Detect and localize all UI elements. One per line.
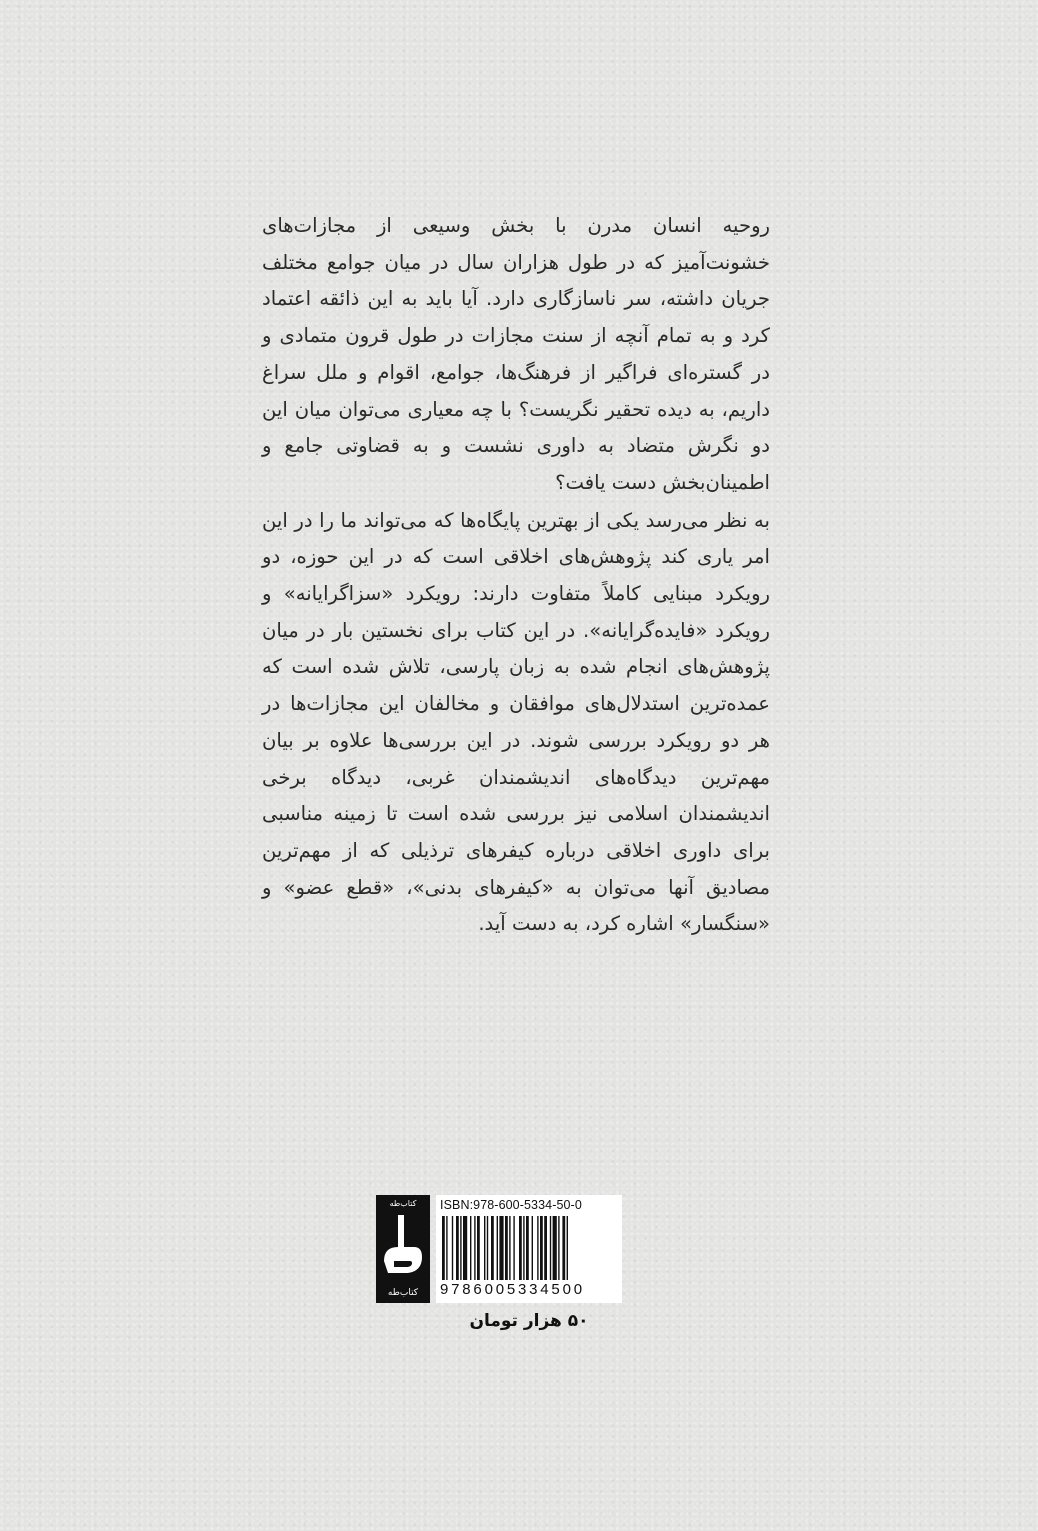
barcode-bar [460, 1216, 461, 1280]
barcode-bar [509, 1216, 510, 1280]
barcode-bars [440, 1216, 618, 1280]
barcode-bar [553, 1216, 557, 1280]
barcode-bar [456, 1216, 459, 1280]
barcode-bar [532, 1216, 533, 1280]
publisher-name-top: کتاب‌طه [389, 1199, 417, 1208]
barcode-bar [562, 1216, 565, 1280]
barcode-bar [505, 1216, 508, 1280]
blurb-text [262, 208, 770, 943]
isbn-barcode [436, 1195, 622, 1303]
barcode-bar [513, 1216, 514, 1280]
barcode-bar [523, 1216, 524, 1280]
barcode-bar [484, 1216, 485, 1280]
price-label: ۵۰ هزار تومان [469, 1311, 589, 1331]
barcode-bar [537, 1216, 538, 1280]
barcode-bar [497, 1216, 498, 1280]
barcode-digits: 9786005334500 [440, 1281, 585, 1298]
barcode-bar [526, 1216, 529, 1280]
barcode-bar [487, 1216, 488, 1280]
blurb-paragraph-2: به نظر می‌رسد یکی از بهترین پایگاه‌ها که می‌تواند ما را در این امر یاری کند پژوهش‌های اخلاقی است که در این حوزه، دو رویکرد مبنایی کاملاً متفاوت دارند: رویکرد «سزاگرایانه» و رویکرد «فایده‌گرایانه». در این کتاب برای نخستین بار در میان پژوهش‌های انجام شده به زبان پارسی، تلاش شده است که عمده‌ترین استدلال‌های موافقان و مخالفان این مجازات‌ها در هر دو رویکرد بررسی شوند. در این بررسی‌ها علاوه بر بیان مهم‌ترین دیدگاه‌های اندیشمندان غربی، دیدگاه برخی اندیشمندان اسلامی نیز بررسی شده است تا زمینه مناسبی برای داوری اخلاقی درباره کیفرهای ترذیلی که از مهم‌ترین مصادیق آنها می‌توان به «کیفرهای بدنی»، «قطع عضو» و «سنگسار» اشاره کرد، به دست آید. [262, 508, 770, 936]
blurb-paragraph-1: روحیه انسان مدرن با بخش وسیعی از مجازات‌های خشونت‌آمیز که در طول هزاران سال در میان جوامع مختلف جریان داشته، سر ناسازگاری دارد. آیا باید به این ذائقه اعتماد کرد و به تمام آنچه از سنت مجازات در طول قرون متمادی و در گستره‌ای فراگیر از فرهنگ‌ها، جوامع، اقوام و ملل سراغ داریم، به دیده تحقیر نگریست؟ با چه معیاری می‌توان میان این دو نگرش متضاد به داوری نشست و به قضاوتی جامع و اطمینان‌بخش دست یافت؟ [262, 214, 770, 494]
barcode-bar [452, 1216, 453, 1280]
publisher-logo [376, 1195, 430, 1303]
publisher-ta-letter-icon [380, 1213, 426, 1283]
barcode-bar [540, 1216, 543, 1280]
barcode-bar [544, 1216, 547, 1280]
barcode-bar [499, 1216, 503, 1280]
barcode-bar [463, 1216, 467, 1280]
barcode-bar [446, 1216, 447, 1280]
isbn-label: ISBN:978-600-5334-50-0 [440, 1198, 582, 1212]
barcode-bar [491, 1216, 494, 1280]
barcode-bar [519, 1216, 522, 1280]
imprint-block [376, 1195, 626, 1335]
barcode-bar [474, 1216, 475, 1280]
barcode-bar [442, 1216, 445, 1280]
barcode-bar [550, 1216, 551, 1280]
barcode-bar [470, 1216, 471, 1280]
publisher-name-bottom: کتاب‌طه [387, 1288, 419, 1298]
barcode-bar [567, 1216, 568, 1280]
barcode-bar [477, 1216, 480, 1280]
barcode-bar [558, 1216, 559, 1280]
